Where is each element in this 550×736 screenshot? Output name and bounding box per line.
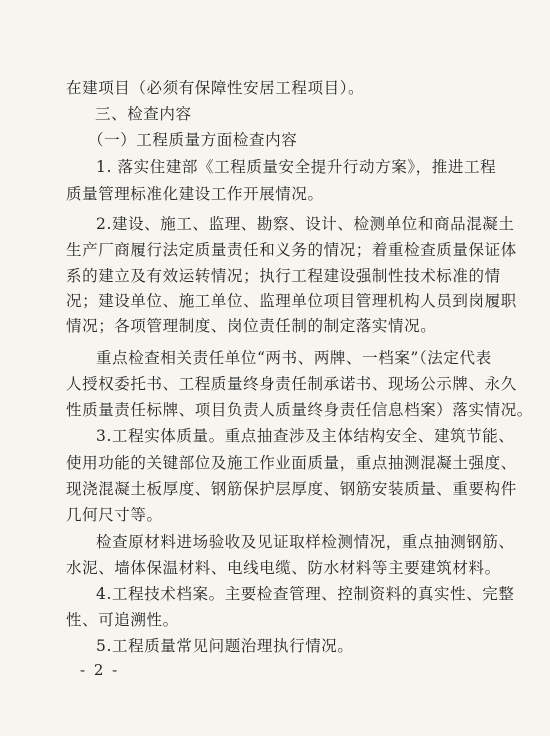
page-number: - 2 - (80, 661, 120, 679)
paragraph-line: 水泥、墙体保温材料、电线电缆、防水材料等主要建筑材料。 (66, 559, 501, 577)
paragraph-line: 4.工程技术档案。主要检查管理、控制资料的真实性、完整 (96, 585, 515, 603)
paragraph-line: 况；建设单位、施工单位、监理单位项目管理机构人员到岗履职 (66, 292, 517, 310)
subsection-heading: （一）工程质量方面检查内容 (88, 131, 298, 149)
paragraph-line: 2.建设、施工、监理、勘察、设计、检测单位和商品混凝土 (96, 215, 515, 233)
paragraph-line: 使用功能的关键部位及施工作业面质量，重点抽测混凝土强度、 (66, 454, 517, 472)
paragraph-line: 性质量责任标牌、项目负责人质量终身责任信息档案）落实情况。 (66, 401, 533, 419)
paragraph-line: 性、可追溯性。 (66, 611, 179, 629)
paragraph-line: 在建项目（必须有保障性安居工程项目）。 (66, 79, 365, 97)
paragraph-line: 重点检查相关责任单位“两书、两牌、一档案”（法定代表 (96, 349, 492, 367)
paragraph-line: 质量管理标准化建设工作开展情况。 (66, 185, 324, 203)
paragraph-line: 现浇混凝土板厚度、钢筋保护层厚度、钢筋安装质量、重要构件 (66, 480, 517, 498)
paragraph-line: 5.工程质量常见问题治理执行情况。 (96, 637, 354, 655)
paragraph-line: 情况；各项管理制度、岗位责任制的制定落实情况。 (66, 317, 437, 335)
paragraph-line: 系的建立及有效运转情况；执行工程建设强制性技术标准的情 (66, 267, 501, 285)
paragraph-line: 3.工程实体质量。重点抽查涉及主体结构安全、建筑节能、 (96, 427, 515, 445)
paragraph-line: 人授权委托书、工程质量终身责任制承诺书、现场公示牌、永久 (66, 375, 517, 393)
paragraph-line: 检查原材料进场验收及见证取样检测情况，重点抽测钢筋、 (96, 533, 515, 551)
section-heading: 三、检查内容 (95, 105, 192, 123)
paragraph-line: 生产厂商履行法定质量责任和义务的情况；着重检查质量保证体 (66, 241, 517, 259)
paragraph-line: 几何尺寸等。 (66, 506, 163, 524)
paragraph-line: 1. 落实住建部《工程质量安全提升行动方案》，推进工程 (96, 158, 497, 176)
